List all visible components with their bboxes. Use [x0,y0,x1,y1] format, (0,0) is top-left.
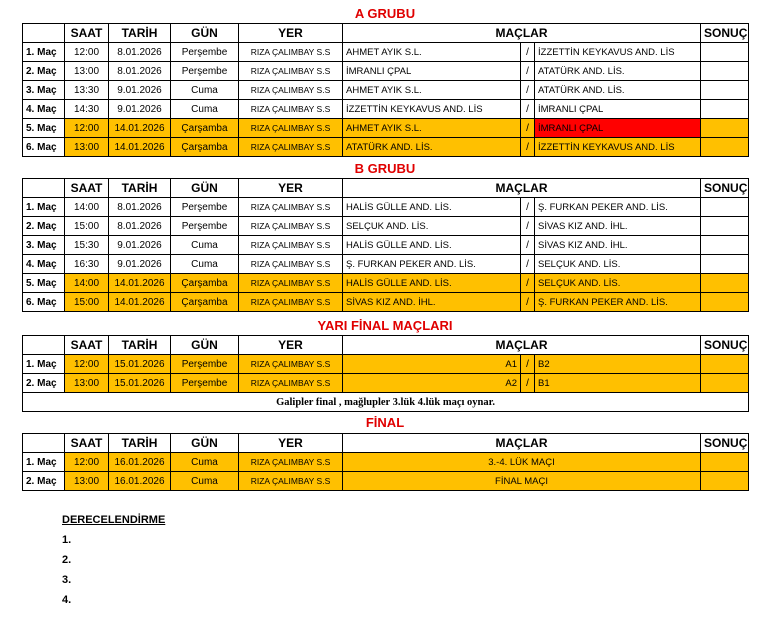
header-no [23,179,65,198]
match-result [701,119,749,138]
header-sonuc: SONUÇ [701,434,749,453]
match-day: Cuma [171,453,239,472]
match-date: 15.01.2026 [109,355,171,374]
match-time: 14:00 [65,274,109,293]
match-day: Cuma [171,100,239,119]
header-gun: GÜN [171,24,239,43]
home-team: HALİS GÜLLE AND. LİS. [343,274,521,293]
table-row [23,198,749,217]
header-no [23,24,65,43]
table-row [23,100,749,119]
match-time: 12:00 [65,43,109,62]
match-no: 3. Maç [23,236,65,255]
away-team: SELÇUK AND. LİS. [535,255,701,274]
ranking-title: DERECELENDİRME [62,514,166,526]
match-day: Cuma [171,472,239,491]
away-team: SELÇUK AND. LİS. [535,274,701,293]
home-team: İZZETTİN KEYKAVUS AND. LİS [343,100,521,119]
match-no: 2. Maç [23,374,65,393]
match-date: 14.01.2026 [109,293,171,312]
match-venue: RIZA ÇALIMBAY S.S [239,138,343,157]
vs-separator: / [521,293,535,312]
table-row [23,255,749,274]
match-time: 15:00 [65,293,109,312]
header-saat: SAAT [65,179,109,198]
match-date: 16.01.2026 [109,472,171,491]
match-date: 9.01.2026 [109,81,171,100]
match-date: 14.01.2026 [109,138,171,157]
home-team: İMRANLI ÇPAL [343,62,521,81]
match-time: 12:00 [65,119,109,138]
match-date: 8.01.2026 [109,62,171,81]
vs-separator: / [521,138,535,157]
vs-separator: / [521,62,535,81]
match-result [701,453,749,472]
group-a-title: A GRUBU [354,6,416,21]
away-team: İMRANLI ÇPAL [535,100,701,119]
match-result [701,293,749,312]
vs-separator: / [521,198,535,217]
header-saat: SAAT [65,336,109,355]
home-team: SELÇUK AND. LİS. [343,217,521,236]
away-team: ATATÜRK AND. LİS. [535,62,701,81]
match-result [701,374,749,393]
match-time: 13:00 [65,138,109,157]
match-time: 13:30 [65,81,109,100]
home-team: A2 [343,374,521,393]
table-row [23,81,749,100]
match-day: Cuma [171,236,239,255]
match-date: 16.01.2026 [109,453,171,472]
match-result [701,62,749,81]
match-venue: RIZA ÇALIMBAY S.S [239,81,343,100]
vs-separator: / [521,355,535,374]
header-yer: YER [239,24,343,43]
match-result [701,100,749,119]
match-day: Perşembe [171,43,239,62]
match-date: 8.01.2026 [109,217,171,236]
home-team: SİVAS KIZ AND. İHL. [343,293,521,312]
match-no: 4. Maç [23,100,65,119]
home-team: HALİS GÜLLE AND. LİS. [343,236,521,255]
match-result [701,138,749,157]
match-venue: RIZA ÇALIMBAY S.S [239,198,343,217]
match-day: Perşembe [171,62,239,81]
match-date: 8.01.2026 [109,43,171,62]
table-row [23,472,749,491]
ranking-item: 2. [62,554,72,566]
match-venue: RIZA ÇALIMBAY S.S [239,355,343,374]
table-row [23,236,749,255]
group-a-table [22,23,749,157]
match-result [701,43,749,62]
match-no: 6. Maç [23,138,65,157]
table-row [23,119,749,138]
header-saat: SAAT [65,434,109,453]
match-no: 3. Maç [23,81,65,100]
match-venue: RIZA ÇALIMBAY S.S [239,453,343,472]
away-team: İMRANLI ÇPAL [535,119,701,138]
home-team: ATATÜRK AND. LİS. [343,138,521,157]
vs-separator: / [521,255,535,274]
group-b-table [22,178,749,312]
table-row [23,393,749,412]
match-date: 9.01.2026 [109,255,171,274]
vs-separator: / [521,236,535,255]
semi-final-title: YARI FİNAL MAÇLARI [317,318,453,333]
header-yer: YER [239,179,343,198]
match-venue: RIZA ÇALIMBAY S.S [239,43,343,62]
match-result [701,236,749,255]
match-venue: RIZA ÇALIMBAY S.S [239,62,343,81]
match-no: 2. Maç [23,472,65,491]
header-maclar: MAÇLAR [343,24,701,43]
match-day: Cuma [171,81,239,100]
header-maclar: MAÇLAR [343,434,701,453]
away-team: SİVAS KIZ AND. İHL. [535,236,701,255]
match-no: 5. Maç [23,119,65,138]
header-sonuc: SONUÇ [701,336,749,355]
match-date: 14.01.2026 [109,119,171,138]
match-no: 1. Maç [23,355,65,374]
match-time: 13:00 [65,472,109,491]
table-row [23,217,749,236]
match-no: 2. Maç [23,62,65,81]
match-no: 4. Maç [23,255,65,274]
match-time: 14:00 [65,198,109,217]
ranking-item: 4. [62,594,72,606]
vs-separator: / [521,274,535,293]
table-row [23,453,749,472]
match-no: 5. Maç [23,274,65,293]
away-team: Ş. FURKAN PEKER AND. LİS. [535,198,701,217]
header-tarih: TARİH [109,434,171,453]
header-sonuc: SONUÇ [701,24,749,43]
away-team: ATATÜRK AND. LİS. [535,81,701,100]
table-row [23,293,749,312]
vs-separator: / [521,217,535,236]
away-team: İZZETTİN KEYKAVUS AND. LİS [535,138,701,157]
match-day: Perşembe [171,355,239,374]
group-b-title: B GRUBU [354,161,416,176]
match-venue: RIZA ÇALIMBAY S.S [239,236,343,255]
match-time: 16:30 [65,255,109,274]
vs-separator: / [521,81,535,100]
table-row [23,374,749,393]
match-result [701,472,749,491]
match-date: 14.01.2026 [109,274,171,293]
table-row [23,355,749,374]
match-venue: RIZA ÇALIMBAY S.S [239,119,343,138]
table-row [23,274,749,293]
match-time: 13:00 [65,374,109,393]
match-date: 9.01.2026 [109,236,171,255]
table-row [23,62,749,81]
match-time: 15:30 [65,236,109,255]
ranking-item: 1. [62,534,72,546]
match-day: Cuma [171,255,239,274]
semi-final-table [22,335,749,412]
match-no: 2. Maç [23,217,65,236]
vs-separator: / [521,100,535,119]
away-team: SİVAS KIZ AND. İHL. [535,217,701,236]
header-tarih: TARİH [109,336,171,355]
home-team: A1 [343,355,521,374]
header-saat: SAAT [65,24,109,43]
table-header [23,179,749,198]
final-table [22,433,749,491]
match-venue: RIZA ÇALIMBAY S.S [239,374,343,393]
vs-separator: / [521,43,535,62]
home-team: AHMET AYIK S.L. [343,43,521,62]
semi-final-note: Galipler final , mağlupler 3.lük 4.lük maçı oynar. [23,393,749,412]
header-yer: YER [239,434,343,453]
match-time: 12:00 [65,355,109,374]
header-maclar: MAÇLAR [343,336,701,355]
match-day: Perşembe [171,198,239,217]
match-time: 14:30 [65,100,109,119]
home-team: AHMET AYIK S.L. [343,81,521,100]
away-team: İZZETTİN KEYKAVUS AND. LİS [535,43,701,62]
match-result [701,255,749,274]
header-gun: GÜN [171,434,239,453]
match-result [701,81,749,100]
header-yer: YER [239,336,343,355]
match-no: 1. Maç [23,198,65,217]
vs-separator: / [521,374,535,393]
match-no: 1. Maç [23,453,65,472]
table-header [23,24,749,43]
match-date: 9.01.2026 [109,100,171,119]
match-venue: RIZA ÇALIMBAY S.S [239,472,343,491]
match-day: Çarşamba [171,119,239,138]
away-team: B1 [535,374,701,393]
home-team: AHMET AYIK S.L. [343,119,521,138]
final-title: FİNAL [365,415,405,430]
table-header [23,336,749,355]
match-no: 6. Maç [23,293,65,312]
match-day: Çarşamba [171,293,239,312]
match-time: 12:00 [65,453,109,472]
match-result [701,274,749,293]
away-team: Ş. FURKAN PEKER AND. LİS. [535,293,701,312]
match-day: Perşembe [171,374,239,393]
match-venue: RIZA ÇALIMBAY S.S [239,217,343,236]
header-no [23,434,65,453]
table-row [23,138,749,157]
match-day: Perşembe [171,217,239,236]
match-venue: RIZA ÇALIMBAY S.S [239,274,343,293]
away-team: B2 [535,355,701,374]
table-header [23,434,749,453]
vs-separator: / [521,119,535,138]
match-no: 1. Maç [23,43,65,62]
ranking-item: 3. [62,574,72,586]
match-result [701,217,749,236]
match-venue: RIZA ÇALIMBAY S.S [239,293,343,312]
match-time: 15:00 [65,217,109,236]
header-gun: GÜN [171,336,239,355]
header-tarih: TARİH [109,24,171,43]
match-date: 15.01.2026 [109,374,171,393]
match-day: Çarşamba [171,274,239,293]
table-row [23,43,749,62]
header-tarih: TARİH [109,179,171,198]
header-gun: GÜN [171,179,239,198]
match-time: 13:00 [65,62,109,81]
header-sonuc: SONUÇ [701,179,749,198]
match-venue: RIZA ÇALIMBAY S.S [239,255,343,274]
match-result [701,355,749,374]
header-no [23,336,65,355]
match-result [701,198,749,217]
header-maclar: MAÇLAR [343,179,701,198]
home-team: Ş. FURKAN PEKER AND. LİS. [343,255,521,274]
final-match-name: 3.-4. LÜK MAÇI [343,453,701,472]
match-venue: RIZA ÇALIMBAY S.S [239,100,343,119]
home-team: HALİS GÜLLE AND. LİS. [343,198,521,217]
final-match-name: FİNAL MAÇI [343,472,701,491]
match-day: Çarşamba [171,138,239,157]
match-date: 8.01.2026 [109,198,171,217]
